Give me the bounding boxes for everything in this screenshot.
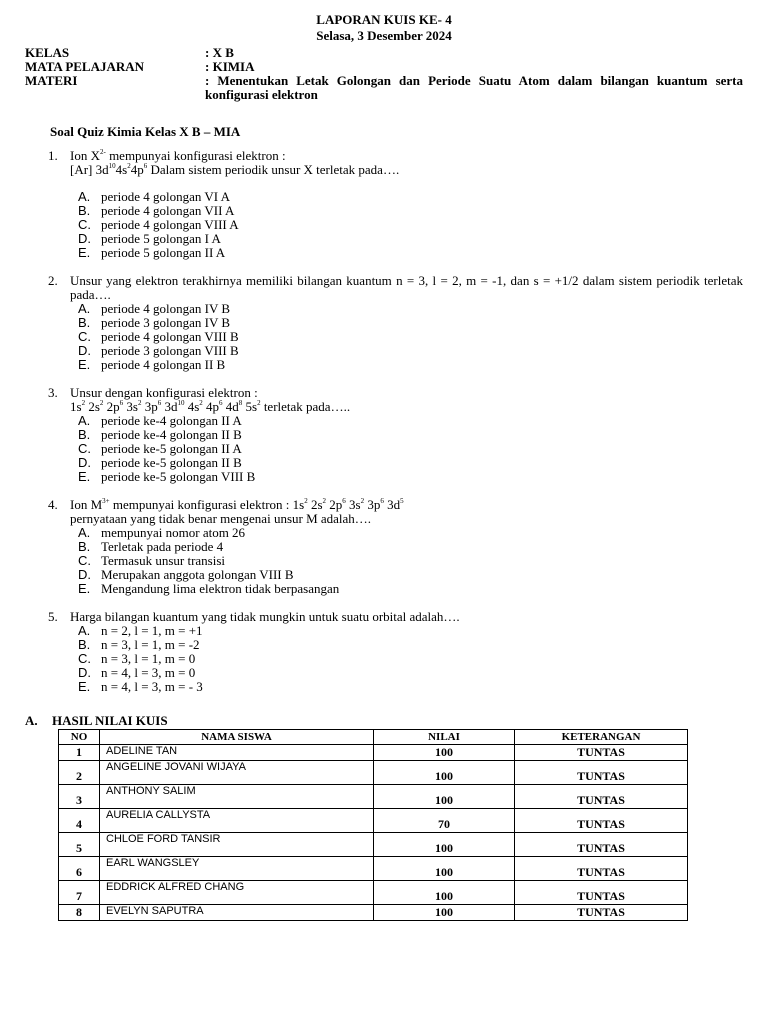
meta-key: MATA PELAJARAN (25, 59, 145, 74)
cell-no: 4 (59, 809, 100, 833)
option (78, 638, 743, 652)
superscript: 2 (322, 497, 327, 505)
question-text: Harga bilangan kuantum yang tidak mungkin untuk suatu orbital adalah…. (70, 609, 460, 624)
question-text-part: Ion X (70, 148, 100, 163)
option-text: periode 4 golongan VI A (101, 189, 231, 204)
superscript: 6 (143, 162, 148, 170)
option-letter: C. (78, 441, 91, 456)
orbital: 2p (103, 399, 120, 414)
superscript: 3+ (102, 497, 110, 505)
column-header-keterangan: KETERANGAN (515, 730, 688, 745)
option (78, 428, 743, 442)
cell-keterangan: TUNTAS (515, 785, 688, 809)
option-letter: C. (78, 217, 91, 232)
table-header-row (59, 730, 688, 745)
option-text: Merupakan anggota golongan VIII B (101, 567, 294, 582)
option-text: Terletak pada periode 4 (101, 539, 224, 554)
cell-keterangan: TUNTAS (515, 809, 688, 833)
option-text: periode ke-5 golongan II B (101, 455, 242, 470)
option (78, 358, 743, 372)
option-text: n = 3, l = 1, m = -2 (101, 637, 200, 652)
column-header-nama: NAMA SISWA (100, 730, 374, 745)
option-letter: D. (78, 343, 91, 358)
cell-no: 6 (59, 857, 100, 881)
orbital: 3s (123, 399, 138, 414)
question-text-part: Dalam sistem periodik unsur X terletak pada…. (147, 162, 400, 177)
superscript: 6 (380, 497, 384, 505)
orbital: 4s (184, 399, 200, 414)
cell-name: AURELIA CALLYSTA (100, 809, 374, 833)
option-letter: E. (78, 469, 91, 484)
superscript: 6 (157, 399, 162, 407)
option-text: Mengandung lima elektron tidak berpasangan (101, 581, 340, 596)
table-row (59, 785, 688, 809)
orbital: 4p (130, 162, 144, 177)
cell-no: 1 (59, 745, 100, 761)
question-text-part: Unsur dengan konfigurasi elektron : (70, 385, 258, 400)
question-text-part: mempunyai konfigurasi elektron : (105, 148, 286, 163)
superscript: 2- (99, 148, 106, 156)
table-row (59, 745, 688, 761)
option (78, 442, 743, 456)
superscript: 10 (108, 162, 116, 170)
orbital: 3s (345, 497, 361, 512)
option-text: periode 5 golongan I A (101, 231, 221, 246)
option (78, 652, 743, 666)
option-text: periode ke-5 golongan II A (101, 441, 242, 456)
question-number: 4. (48, 497, 58, 512)
option-text: periode 4 golongan IV B (101, 301, 231, 316)
question-text: Unsur yang elektron terakhirnya memiliki bilangan kuantum n = 3, l = 2, m = -1, dan s = +1/2 dalam sistem periodik terletak pada…. (70, 273, 743, 302)
option-text: periode 4 golongan II B (101, 357, 226, 372)
meta-row-materi (25, 74, 743, 102)
electron-config (70, 498, 743, 512)
orbital: 4p (202, 399, 219, 414)
option (78, 218, 743, 232)
option (78, 302, 743, 316)
option (78, 246, 743, 260)
option (78, 232, 743, 246)
meta-row-mata-pelajaran (25, 60, 743, 74)
electron-config (70, 163, 743, 177)
meta-value: : KIMIA (205, 59, 255, 74)
cell-keterangan: TUNTAS (515, 745, 688, 761)
superscript: 5 (400, 497, 404, 505)
option-text: periode 4 golongan VIII B (101, 329, 239, 344)
cell-no: 3 (59, 785, 100, 809)
table-row (59, 833, 688, 857)
orbital: 3p (364, 497, 381, 512)
options-5 (78, 624, 743, 694)
option (78, 456, 743, 470)
option-letter: A. (78, 413, 91, 428)
option-text: n = 4, l = 3, m = - 3 (101, 679, 203, 694)
results-table (58, 729, 688, 921)
option-letter: D. (78, 231, 91, 246)
option-letter: A. (78, 189, 91, 204)
cell-keterangan: TUNTAS (515, 761, 688, 785)
question-1 (48, 149, 743, 177)
orbital: 2p (326, 497, 343, 512)
superscript: 2 (257, 399, 261, 407)
orbital: 1s (292, 497, 305, 512)
table-row (59, 881, 688, 905)
option (78, 344, 743, 358)
cell-nilai: 70 (374, 809, 515, 833)
cell-nilai: 100 (374, 833, 515, 857)
option-letter: B. (78, 539, 91, 554)
orbital: 2s (85, 399, 100, 414)
option-letter: D. (78, 455, 91, 470)
report-title: LAPORAN KUIS KE- 4 (316, 12, 452, 27)
cell-keterangan: TUNTAS (515, 857, 688, 881)
superscript: 6 (342, 497, 346, 505)
orbital: 2s (307, 497, 323, 512)
question-5 (48, 610, 743, 624)
superscript: 2 (99, 399, 104, 407)
meta-row-kelas (25, 46, 743, 60)
option (78, 624, 743, 638)
option-letter: C. (78, 553, 91, 568)
option-text: periode 5 golongan II A (101, 245, 226, 260)
options-1 (78, 190, 743, 260)
option (78, 204, 743, 218)
option (78, 330, 743, 344)
table-row (59, 857, 688, 881)
cell-keterangan: TUNTAS (515, 881, 688, 905)
cell-keterangan: TUNTAS (515, 833, 688, 857)
option-text: periode ke-4 golongan II A (101, 413, 242, 428)
option-letter: A. (78, 525, 91, 540)
section-letter: A. (25, 713, 38, 728)
report-meta (25, 46, 743, 102)
question-4 (48, 498, 743, 526)
option (78, 666, 743, 680)
option (78, 526, 743, 540)
option-text: mempunyai nomor atom 26 (101, 525, 246, 540)
question-text-part: terletak pada….. (260, 399, 351, 414)
cell-name: ANTHONY SALIM (100, 785, 374, 809)
option (78, 582, 743, 596)
question-2 (48, 274, 743, 302)
column-header-no: NO (59, 730, 100, 745)
cell-no: 7 (59, 881, 100, 905)
orbital: 3d (383, 497, 401, 512)
cell-nilai: 100 (374, 745, 515, 761)
cell-name: EARL WANGSLEY (100, 857, 374, 881)
option-text: Termasuk unsur transisi (101, 553, 226, 568)
cell-no: 8 (59, 905, 100, 921)
option-letter: C. (78, 329, 91, 344)
orbital: 3d (161, 399, 178, 414)
superscript: 2 (81, 399, 86, 407)
options-3 (78, 414, 743, 484)
option-letter: B. (78, 427, 91, 442)
section-title: HASIL NILAI KUIS (52, 713, 168, 728)
option-letter: E. (78, 581, 91, 596)
cell-name: ANGELINE JOVANI WIJAYA (100, 761, 374, 785)
superscript: 10 (177, 399, 185, 407)
cell-nilai: 100 (374, 905, 515, 921)
option (78, 316, 743, 330)
table-row (59, 809, 688, 833)
question-3 (48, 386, 743, 414)
option-text: periode 4 golongan VII A (101, 203, 235, 218)
option-letter: D. (78, 567, 91, 582)
question-text (70, 386, 743, 414)
option-letter: A. (78, 623, 91, 638)
superscript: 2 (137, 399, 142, 407)
question-text (70, 498, 743, 526)
option-text: periode ke-5 golongan VIII B (101, 469, 256, 484)
cell-no: 5 (59, 833, 100, 857)
option-letter: E. (78, 679, 91, 694)
question-text (70, 149, 743, 177)
option-text: n = 3, l = 1, m = 0 (101, 651, 196, 666)
option-letter: E. (78, 357, 91, 372)
meta-value: : Menentukan Letak Golongan dan Periode Suatu Atom dalam bilangan kuantum serta konfigurasi elektron (205, 73, 743, 102)
option (78, 190, 743, 204)
option-letter: E. (78, 245, 91, 260)
option (78, 568, 743, 582)
orbital: 1s (70, 399, 82, 414)
question-text-part: mempunyai konfigurasi elektron : (109, 497, 293, 512)
meta-value: : X B (205, 45, 234, 60)
superscript: 8 (238, 399, 243, 407)
option-text: periode 4 golongan VIII A (101, 217, 239, 232)
cell-nilai: 100 (374, 857, 515, 881)
option-text: n = 2, l = 1, m = +1 (101, 623, 203, 638)
question-number: 2. (48, 273, 58, 288)
electron-config (70, 400, 743, 414)
superscript: 6 (119, 399, 124, 407)
option-text: periode 3 golongan VIII B (101, 343, 239, 358)
option (78, 414, 743, 428)
orbital: 3p (141, 399, 158, 414)
option-letter: B. (78, 203, 91, 218)
options-4 (78, 526, 743, 596)
cell-name: EDDRICK ALFRED CHANG (100, 881, 374, 905)
option-text: n = 4, l = 3, m = 0 (101, 665, 196, 680)
question-text-part: Ion M (70, 497, 103, 512)
results-heading (25, 714, 743, 728)
option (78, 554, 743, 568)
orbital: 5s (242, 399, 258, 414)
question-text-part: pernyataan yang tidak benar mengenai unsur M adalah…. (70, 511, 372, 526)
option-text: periode ke-4 golongan II B (101, 427, 242, 442)
superscript: 2 (304, 497, 308, 505)
option-letter: A. (78, 301, 91, 316)
orbital: 4d (222, 399, 239, 414)
table-row (59, 761, 688, 785)
cell-name: CHLOE FORD TANSIR (100, 833, 374, 857)
orbital: [Ar] 3d (70, 162, 109, 177)
superscript: 2 (199, 399, 203, 407)
option-text: periode 3 golongan IV B (101, 315, 231, 330)
question-number: 1. (48, 148, 58, 163)
cell-keterangan: TUNTAS (515, 905, 688, 921)
superscript: 2 (360, 497, 365, 505)
superscript: 6 (219, 399, 223, 407)
report-date: Selasa, 3 Desember 2024 (316, 28, 452, 43)
document (25, 12, 743, 921)
orbital: 4s (115, 162, 128, 177)
question-number: 5. (48, 609, 58, 624)
quiz-title: Soal Quiz Kimia Kelas X B – MIA (50, 124, 241, 139)
option-letter: B. (78, 315, 91, 330)
cell-no: 2 (59, 761, 100, 785)
option (78, 680, 743, 694)
meta-key: MATERI (25, 73, 78, 88)
column-header-nilai: NILAI (374, 730, 515, 745)
cell-nilai: 100 (374, 785, 515, 809)
superscript: 2 (127, 162, 131, 170)
table-row (59, 905, 688, 921)
cell-nilai: 100 (374, 761, 515, 785)
question-number: 3. (48, 385, 58, 400)
option-letter: D. (78, 665, 91, 680)
meta-key: KELAS (25, 45, 70, 60)
option-letter: C. (78, 651, 91, 666)
option (78, 470, 743, 484)
cell-name: ADELINE TAN (100, 745, 374, 761)
cell-name: EVELYN SAPUTRA (100, 905, 374, 921)
option (78, 540, 743, 554)
option-letter: B. (78, 637, 91, 652)
options-2 (78, 302, 743, 372)
cell-nilai: 100 (374, 881, 515, 905)
